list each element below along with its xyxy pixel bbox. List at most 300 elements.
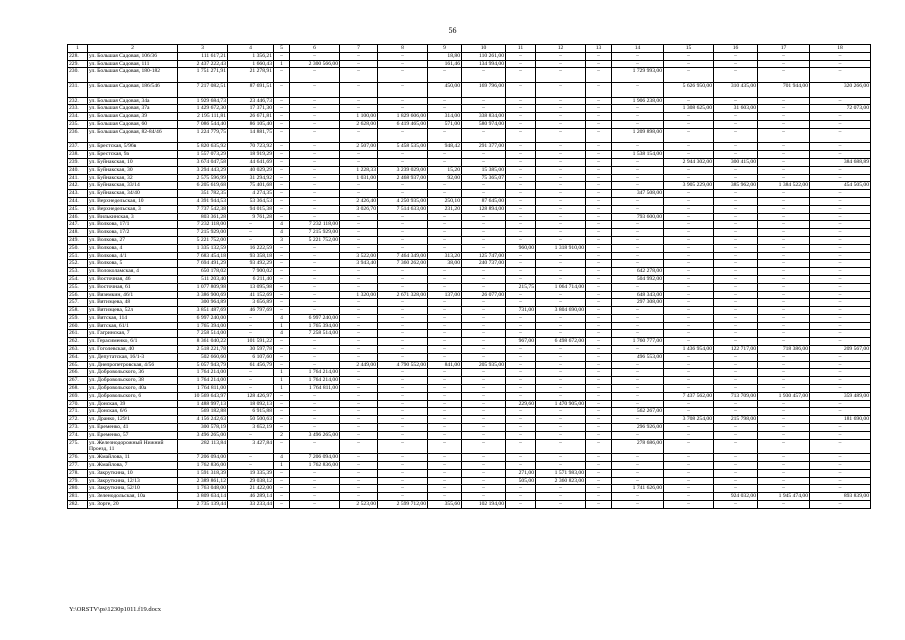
value-cell: – [378,190,428,198]
value-cell: – [536,501,586,509]
value-cell: 4 [274,221,290,229]
value-cell: – [810,120,871,128]
value-cell: 2 468 937,00 [378,174,428,182]
value-cell: – [612,377,664,385]
value-cell: – [758,52,810,60]
value-cell: 1 100,00 [340,113,378,121]
value-cell: – [714,361,758,369]
address-cell: ул. Буйнакская, 10 [88,158,178,166]
value-cell: – [462,431,506,439]
value-cell: – [378,408,428,416]
value-cell: – [664,68,714,83]
value-cell: – [612,105,664,113]
value-cell: – [664,469,714,477]
value-cell: – [506,205,536,213]
value-cell: – [810,307,871,315]
value-cell: – [714,369,758,377]
table-row [68,501,871,509]
value-cell: 23 446,73 [228,97,274,105]
value-cell: – [378,182,428,190]
value-cell: 2 507,00 [340,143,378,151]
value-cell: – [586,252,612,260]
value-cell: 7 206 094,00 [290,454,340,462]
value-cell: – [586,469,612,477]
value-cell: 2 671 328,00 [378,291,428,299]
value-cell: – [506,113,536,121]
value-cell: – [428,338,462,346]
value-cell: – [228,385,274,393]
value-cell: – [536,260,586,268]
row-number-cell: 245. [68,205,88,213]
value-cell: – [536,416,586,424]
address-cell: ул. Добровольского, 36 [88,369,178,377]
value-cell: 1 764 214,00 [290,377,340,385]
value-cell: – [810,275,871,283]
value-cell: – [378,275,428,283]
row-number-cell: 243. [68,190,88,198]
value-cell: – [586,314,612,322]
value-cell: – [758,353,810,361]
value-cell: 128 426,97 [228,392,274,400]
value-cell: 94 015,38 [228,205,274,213]
value-cell: – [612,369,664,377]
value-cell: – [536,174,586,182]
value-cell: – [536,151,586,159]
address-cell: ул. Восточная, 46 [88,275,178,283]
value-cell: 701 944,00 [758,82,810,97]
value-cell: – [664,361,714,369]
housing-repair-table [67,44,871,509]
value-cell: – [506,416,536,424]
column-header: 6 [290,45,340,53]
address-cell: ул. Добровольского, 6 [88,392,178,400]
value-cell: – [664,244,714,252]
value-cell: – [378,68,428,83]
value-cell: 93 358,18 [228,252,274,260]
value-cell: 314,00 [428,113,462,121]
value-cell: 17 371,30 [228,105,274,113]
value-cell: – [536,385,586,393]
value-cell: 250,10 [428,197,462,205]
value-cell: – [340,105,378,113]
value-cell: 7 206 094,00 [178,454,228,462]
value-cell: – [378,97,428,105]
value-cell: 215 798,00 [714,416,758,424]
value-cell: – [810,52,871,60]
value-cell: – [758,369,810,377]
value-cell: – [462,275,506,283]
address-cell: ул. Донская, 6/6 [88,408,178,416]
value-cell: – [758,174,810,182]
value-cell: – [462,469,506,477]
address-cell: ул. Большая Садовая, 180-182 [88,68,178,83]
value-cell: – [506,166,536,174]
table-row [68,52,871,60]
value-cell: – [714,68,758,83]
value-cell: – [506,97,536,105]
table-row [68,151,871,159]
value-cell: – [810,60,871,68]
value-cell: – [428,416,462,424]
value-cell: – [586,283,612,291]
value-cell: – [586,400,612,408]
value-cell: 793 600,00 [612,213,664,221]
value-cell: – [758,408,810,416]
value-cell: – [290,166,340,174]
address-cell: ул. Большая Садовая, 82-84/46 [88,128,178,143]
value-cell: – [290,174,340,182]
value-cell: – [612,182,664,190]
value-cell: – [536,346,586,354]
value-cell: – [274,205,290,213]
value-cell: – [378,477,428,485]
value-cell: – [506,377,536,385]
value-cell: – [274,190,290,198]
value-cell: 15,20 [428,166,462,174]
value-cell: – [290,158,340,166]
value-cell: – [506,501,536,509]
value-cell: – [586,353,612,361]
value-cell: 4 391 944,53 [178,197,228,205]
value-cell: – [340,400,378,408]
value-cell: – [228,369,274,377]
value-cell: – [506,252,536,260]
value-cell: – [274,485,290,493]
value-cell: – [428,477,462,485]
column-header: 2 [88,45,178,53]
value-cell: – [378,128,428,143]
value-cell: – [612,454,664,462]
value-cell: 1 356,21 [228,52,274,60]
value-cell: – [340,52,378,60]
value-cell: – [536,462,586,470]
value-cell: 650 178,02 [178,268,228,276]
value-cell: – [274,346,290,354]
value-cell: – [462,416,506,424]
footer-file-path: Y:\ORSTV\ps\1230p1011.f19.docx [69,606,161,613]
value-cell: – [340,392,378,400]
value-cell: – [810,166,871,174]
table-row [68,307,871,315]
table-row [68,392,871,400]
value-cell: – [378,268,428,276]
address-cell: ул. Восточная, 61 [88,283,178,291]
value-cell: – [340,454,378,462]
value-cell: 229,60 [506,400,536,408]
value-cell: – [428,299,462,307]
value-cell: 296 926,00 [612,424,664,432]
address-cell: ул. Большая Садовая, 34а [88,97,178,105]
address-cell: ул. Волкова, 4 [88,244,178,252]
value-cell: – [714,283,758,291]
table-row [68,174,871,182]
value-cell: 3 943,40 [340,260,378,268]
value-cell: – [586,197,612,205]
value-cell: – [536,330,586,338]
value-cell: – [664,221,714,229]
value-cell: – [586,501,612,509]
value-cell: 1 929 684,73 [178,97,228,105]
value-cell: – [428,307,462,315]
address-cell: ул. Зорге, 20 [88,501,178,509]
row-number-cell: 275. [68,439,88,454]
value-cell: – [664,229,714,237]
value-cell: – [462,485,506,493]
value-cell: – [274,477,290,485]
value-cell: – [290,291,340,299]
value-cell: – [428,353,462,361]
value-cell: 2 735 139,44 [178,501,228,509]
value-cell: 128 894,00 [462,205,506,213]
value-cell: 3 294 443,29 [178,166,228,174]
value-cell: – [536,158,586,166]
value-cell: 2 300 566,00 [290,60,340,68]
value-cell: 215,75 [506,283,536,291]
value-cell: – [290,197,340,205]
value-cell: 1 488 997,13 [178,400,228,408]
value-cell: – [378,377,428,385]
value-cell: – [506,52,536,60]
value-cell: – [428,244,462,252]
value-cell: – [612,477,664,485]
value-cell: 26 671,81 [228,113,274,121]
value-cell: 3 851 487,69 [178,307,228,315]
value-cell: 6 107,60 [228,353,274,361]
value-cell: – [536,485,586,493]
value-cell: 2 360 823,00 [536,477,586,485]
value-cell: 5 221 752,00 [290,236,340,244]
address-cell: ул. Дранко, 129/1 [88,416,178,424]
value-cell: – [462,493,506,501]
address-cell: ул. Гагринская, 7 [88,330,178,338]
value-cell: – [612,221,664,229]
value-cell: – [758,477,810,485]
value-cell: – [586,477,612,485]
value-cell: – [462,377,506,385]
value-cell: – [714,353,758,361]
value-cell: – [428,493,462,501]
value-cell: 1 764 214,00 [178,377,228,385]
value-cell: – [612,260,664,268]
value-cell: – [664,120,714,128]
value-cell: 3 809 634,14 [178,493,228,501]
value-cell: 30 597,78 [228,346,274,354]
row-number-cell: 242. [68,182,88,190]
value-cell: – [536,236,586,244]
value-cell: – [428,213,462,221]
value-cell: – [758,252,810,260]
value-cell: – [664,190,714,198]
value-cell: – [586,190,612,198]
value-cell: 3 804 690,00 [536,307,586,315]
value-cell: – [462,158,506,166]
value-cell: 924 032,00 [714,493,758,501]
value-cell: – [664,454,714,462]
value-cell: – [290,151,340,159]
value-cell: – [506,353,536,361]
value-cell: – [290,68,340,83]
value-cell: 2 195 111,81 [178,113,228,121]
value-cell: 4 790 552,00 [378,361,428,369]
value-cell: – [810,229,871,237]
value-cell: – [290,268,340,276]
value-cell: – [378,369,428,377]
table-row [68,454,871,462]
value-cell: – [274,151,290,159]
value-cell: 300 964,89 [178,299,228,307]
value-cell: – [274,501,290,509]
value-cell: 44 641,69 [228,158,274,166]
value-cell: – [462,299,506,307]
value-cell: 18 092,13 [228,400,274,408]
value-cell: – [758,469,810,477]
value-cell: – [612,416,664,424]
value-cell: – [664,408,714,416]
column-header: 17 [758,45,810,53]
value-cell: – [758,400,810,408]
value-cell: – [536,377,586,385]
row-number-cell: 248. [68,229,88,237]
value-cell: – [274,307,290,315]
value-cell: – [664,424,714,432]
value-cell: – [612,143,664,151]
value-cell: – [340,190,378,198]
value-cell: 320 266,00 [810,82,871,97]
value-cell: – [586,82,612,97]
value-cell: 1 764 811,00 [290,385,340,393]
value-cell: 7 217 082,51 [178,82,228,97]
table-row [68,252,871,260]
value-cell: 18,80 [428,52,462,60]
value-cell: – [612,400,664,408]
value-cell: – [664,291,714,299]
value-cell: – [586,158,612,166]
value-cell: – [810,143,871,151]
value-cell: – [290,493,340,501]
value-cell: – [536,431,586,439]
value-cell: – [758,338,810,346]
value-cell: – [462,454,506,462]
row-number-cell: 240. [68,166,88,174]
value-cell: – [536,68,586,83]
value-cell: – [758,283,810,291]
value-cell: – [378,52,428,60]
value-cell: – [428,128,462,143]
value-cell: – [462,330,506,338]
value-cell: 355,60 [428,501,462,509]
value-cell: – [758,151,810,159]
value-cell: – [714,166,758,174]
value-cell: – [290,260,340,268]
value-cell: – [664,151,714,159]
value-cell: – [810,353,871,361]
value-cell: – [506,120,536,128]
value-cell: – [586,369,612,377]
value-cell: – [274,68,290,83]
value-cell: – [378,105,428,113]
value-cell: – [378,236,428,244]
value-cell: – [810,128,871,143]
value-cell: – [428,454,462,462]
table-row [68,408,871,416]
value-cell: – [612,346,664,354]
value-cell: 1 538 154,00 [612,151,664,159]
value-cell: – [536,97,586,105]
value-cell: 101 591,22 [228,338,274,346]
value-cell: – [378,82,428,97]
value-cell: 1 [274,377,290,385]
value-cell: – [612,113,664,121]
value-cell: – [378,469,428,477]
table-row [68,283,871,291]
address-cell: ул. Добровольского, 38 [88,377,178,385]
value-cell: – [340,408,378,416]
value-cell: – [428,439,462,454]
value-cell: – [428,330,462,338]
value-cell: – [714,120,758,128]
value-cell: – [506,439,536,454]
value-cell: – [664,174,714,182]
value-cell: – [290,205,340,213]
value-cell: – [810,377,871,385]
value-cell: – [228,462,274,470]
value-cell: – [274,252,290,260]
value-cell: 111 617,21 [178,52,228,60]
column-header: 12 [536,45,586,53]
value-cell: – [810,338,871,346]
value-cell: 5 057 943,79 [178,361,228,369]
value-cell: – [506,493,536,501]
value-cell: – [536,322,586,330]
value-cell: – [758,462,810,470]
value-cell: – [506,229,536,237]
value-cell: 1 729 993,00 [612,68,664,83]
value-cell: 271,00 [506,469,536,477]
value-cell: – [586,291,612,299]
value-cell: – [810,97,871,105]
value-cell: – [664,60,714,68]
value-cell: 38,00 [428,260,462,268]
value-cell: – [536,105,586,113]
value-cell: – [462,128,506,143]
value-cell: – [290,439,340,454]
table-row [68,400,871,408]
value-cell: 41 152,69 [228,291,274,299]
value-cell: – [506,190,536,198]
column-header: 13 [586,45,612,53]
value-cell: 562 267,00 [612,408,664,416]
value-cell: – [506,105,536,113]
value-cell: – [428,385,462,393]
value-cell: – [506,462,536,470]
table-row [68,338,871,346]
value-cell: 75 365,07 [462,174,506,182]
value-cell: 7 232 118,00 [290,221,340,229]
row-number-cell: 238. [68,151,88,159]
value-cell: – [340,299,378,307]
row-number-cell: 230. [68,68,88,83]
value-cell: – [340,307,378,315]
value-cell: – [810,205,871,213]
value-cell: 1 764 214,00 [290,369,340,377]
value-cell: – [462,346,506,354]
value-cell: – [428,275,462,283]
value-cell: – [428,462,462,470]
value-cell: – [810,369,871,377]
value-cell: – [340,182,378,190]
row-number-cell: 273. [68,424,88,432]
table-row [68,82,871,97]
